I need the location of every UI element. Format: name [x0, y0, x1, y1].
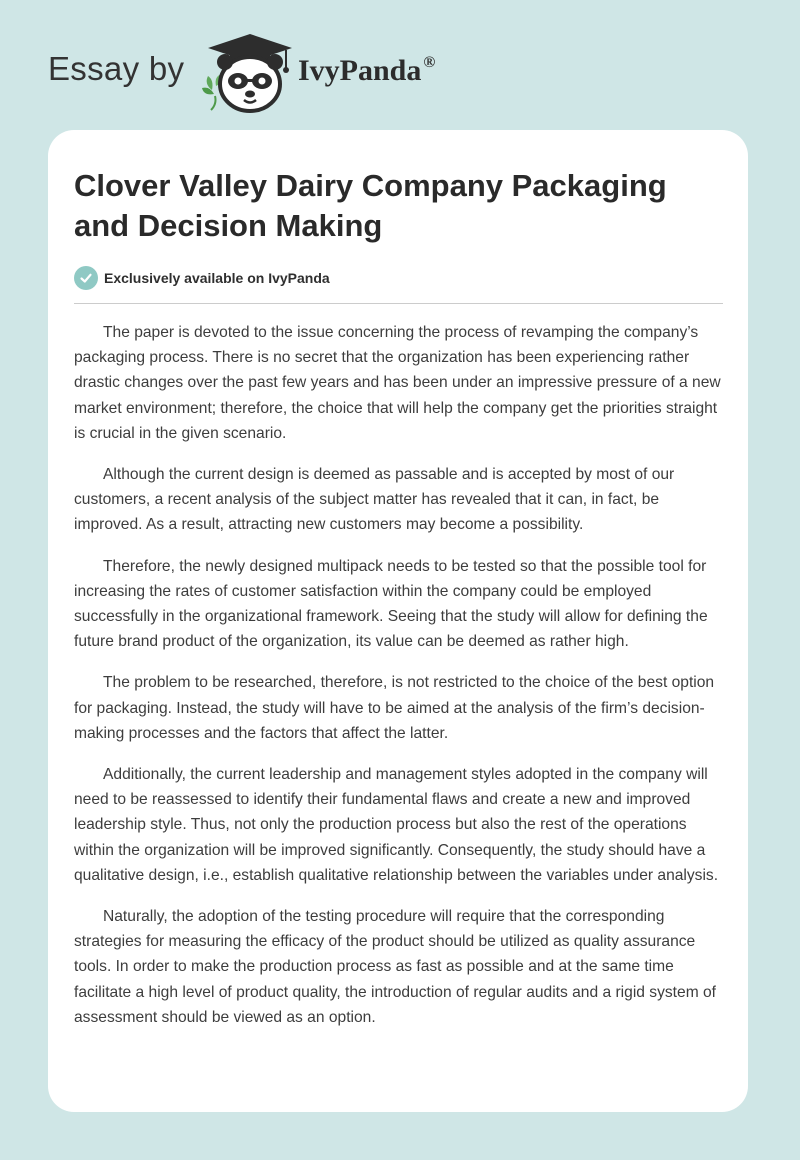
- article-body: [74, 320, 724, 1046]
- brand-prefix: Essay by: [48, 50, 185, 87]
- paragraph: Therefore, the newly designed multipack needs to be tested so that the possible tool for increasing the rates of customer satisfaction within the company could be employed successfully in the organizational framework. Seeing that the study will allow for defining the future brand product of the organization, its value can be deemed as rather high.: [74, 557, 708, 651]
- article-card: [48, 130, 748, 1112]
- divider: [74, 303, 723, 304]
- check-circle-icon: [74, 266, 98, 290]
- exclusive-badge: [74, 265, 330, 291]
- paragraph: Additionally, the current leadership and management styles adopted in the company will need to be reassessed to identify their fundamental flaws and create a new and improved leadership style. Thus, not only the production process but also the rest of the operations within the organization will be improved significantly. Consequently, the study should have a qualitative design, i.e., establish qualitative relationship between the variables under analysis.: [74, 766, 719, 884]
- paragraph: The problem to be researched, therefore, is not restricted to the choice of the best option for packaging. Instead, the study will have to be aimed at the analysis of the firm’s decision-making processes and the factors that affect the latter.: [74, 674, 715, 742]
- registered-mark: ®: [423, 54, 436, 71]
- brand-name-text: IvyPanda: [298, 54, 422, 87]
- paragraph: Naturally, the adoption of the testing procedure will require that the corresponding strategies for measuring the efficacy of the product should be utilized as quality assurance tools. In order to make the production process as fast as possible and at the same time facilitate a high level of product quality, the introduction of regular audits and a rigid system of assessment should be viewed as an option.: [74, 908, 717, 1026]
- page-title: Clover Valley Dairy Company Packaging and Decision Making: [74, 168, 667, 243]
- brand-name[interactable]: [298, 54, 435, 88]
- panda-graduate-logo-icon[interactable]: [200, 34, 298, 114]
- badge-label: Exclusively available on IvyPanda: [104, 270, 330, 286]
- paragraph: The paper is devoted to the issue concerning the process of revamping the company’s packaging process. There is no secret that the organization has been experiencing rather drastic changes over the past few years and has been under an impressive pressure of a new market environment; therefore, the choice that will help the company get the priorities straight is crucial in the given scenario.: [74, 324, 721, 442]
- paragraph: Although the current design is deemed as passable and is accepted by most of our customers, a recent analysis of the subject matter has revealed that it can, in fact, be improved. As a result, attracting new customers may become a possibility.: [74, 466, 675, 534]
- site-header: [0, 0, 800, 130]
